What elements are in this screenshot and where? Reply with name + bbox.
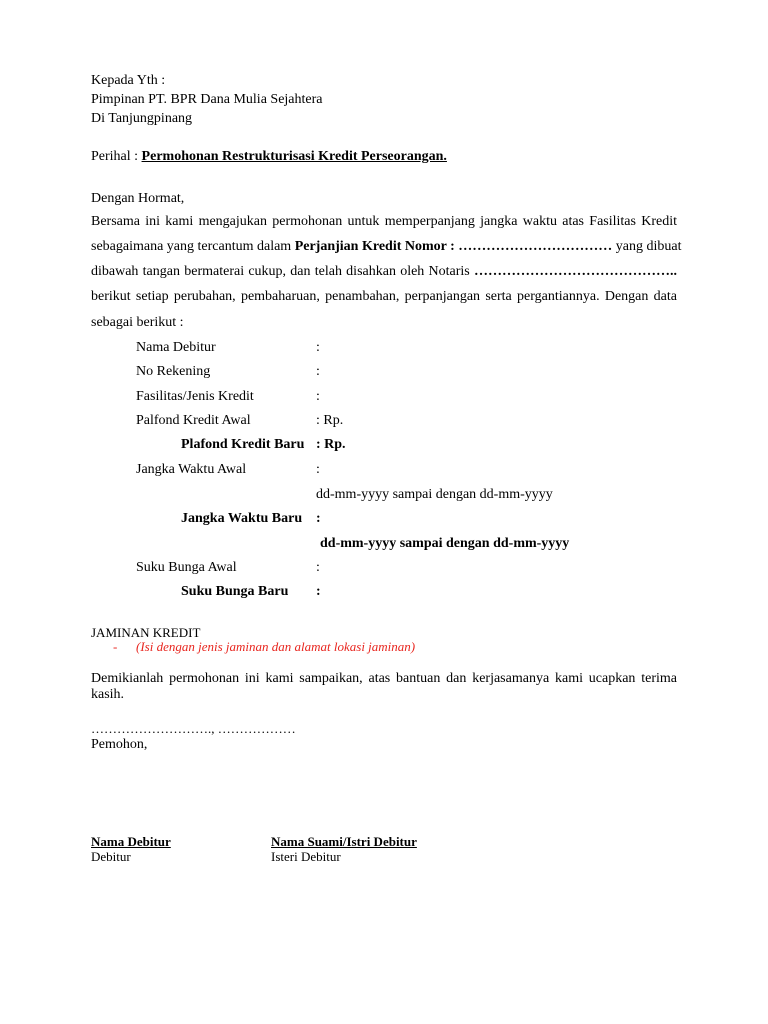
- field-value-bold: :: [316, 584, 321, 599]
- recipient-name: Pimpinan PT. BPR Dana Mulia Sejahtera: [91, 92, 323, 107]
- closing-line-1: Demikianlah permohonan ini kami sampaikan, atas bantuan dan kerjasamanya kami ucapkan terima: [91, 671, 677, 686]
- field-value: : Rp.: [316, 413, 344, 428]
- signature-name: Nama Suami/Istri Debitur: [271, 834, 417, 849]
- field-label: Jangka Waktu Awal: [136, 462, 247, 477]
- field-label: Fasilitas/Jenis Kredit: [136, 389, 254, 404]
- subject-line: [91, 148, 447, 165]
- subject-label: Perihal :: [91, 149, 142, 164]
- field-value: :: [316, 560, 320, 575]
- body-line-5: sebagai berikut :: [91, 315, 184, 330]
- applicant-label: Pemohon,: [91, 737, 148, 752]
- field-value: :: [316, 462, 320, 477]
- field-label: No Rekening: [136, 364, 211, 379]
- collateral-bullet: -: [113, 639, 118, 654]
- body-line-2-text: sebagaimana yang tercantum dalam: [91, 239, 295, 254]
- place-date: ………………………., ………………: [91, 721, 296, 736]
- field-label: Suku Bunga Awal: [136, 560, 237, 575]
- body-line-3: [91, 264, 677, 280]
- signature-role: Isteri Debitur: [271, 849, 341, 864]
- collateral-heading: JAMINAN KREDIT: [91, 625, 201, 640]
- notary-name: ……………………………………..: [474, 264, 677, 279]
- body-line-2-end: yang dibuat: [612, 239, 682, 254]
- field-label: Nama Debitur: [136, 340, 216, 355]
- subject-title: Permohonan Restrukturisasi Kredit Perseorangan.: [141, 149, 447, 164]
- field-label: Palfond Kredit Awal: [136, 413, 251, 428]
- field-value-bold: : Rp.: [316, 437, 346, 452]
- field-value: :: [316, 364, 320, 379]
- collateral-note: (Isi dengan jenis jaminan dan alamat lokasi jaminan): [136, 639, 416, 654]
- signature-name: Nama Debitur: [91, 834, 171, 849]
- body-line-3-text: dibawah tangan bermaterai cukup, dan telah disahkan oleh Notaris: [91, 264, 474, 279]
- field-value: dd-mm-yyyy sampai dengan dd-mm-yyyy: [316, 487, 553, 502]
- field-value: :: [316, 389, 320, 404]
- field-value: :: [316, 340, 320, 355]
- field-label-bold: Plafond Kredit Baru: [181, 437, 305, 452]
- agreement-number: Perjanjian Kredit Nomor : ……………………………: [294, 239, 613, 254]
- salutation: Dengan Hormat,: [91, 191, 185, 206]
- body-line-4: berikut setiap perubahan, pembaharuan, penambahan, perpanjangan serta pergantiannya. Dengan data: [91, 289, 677, 304]
- field-label-bold: Suku Bunga Baru: [181, 584, 289, 599]
- recipient-line: Kepada Yth :: [91, 73, 166, 88]
- field-label-bold: Jangka Waktu Baru: [181, 511, 303, 526]
- body-line-2: [91, 239, 682, 255]
- field-value-bold: dd-mm-yyyy sampai dengan dd-mm-yyyy: [320, 536, 570, 551]
- recipient-city: Di Tanjungpinang: [91, 111, 193, 126]
- field-value-bold: :: [316, 511, 321, 526]
- body-line-1: Bersama ini kami mengajukan permohonan untuk memperpanjang jangka waktu atas Fasilitas Kredit: [91, 214, 677, 229]
- closing-line-2: kasih.: [91, 687, 125, 702]
- signature-role: Debitur: [91, 849, 131, 864]
